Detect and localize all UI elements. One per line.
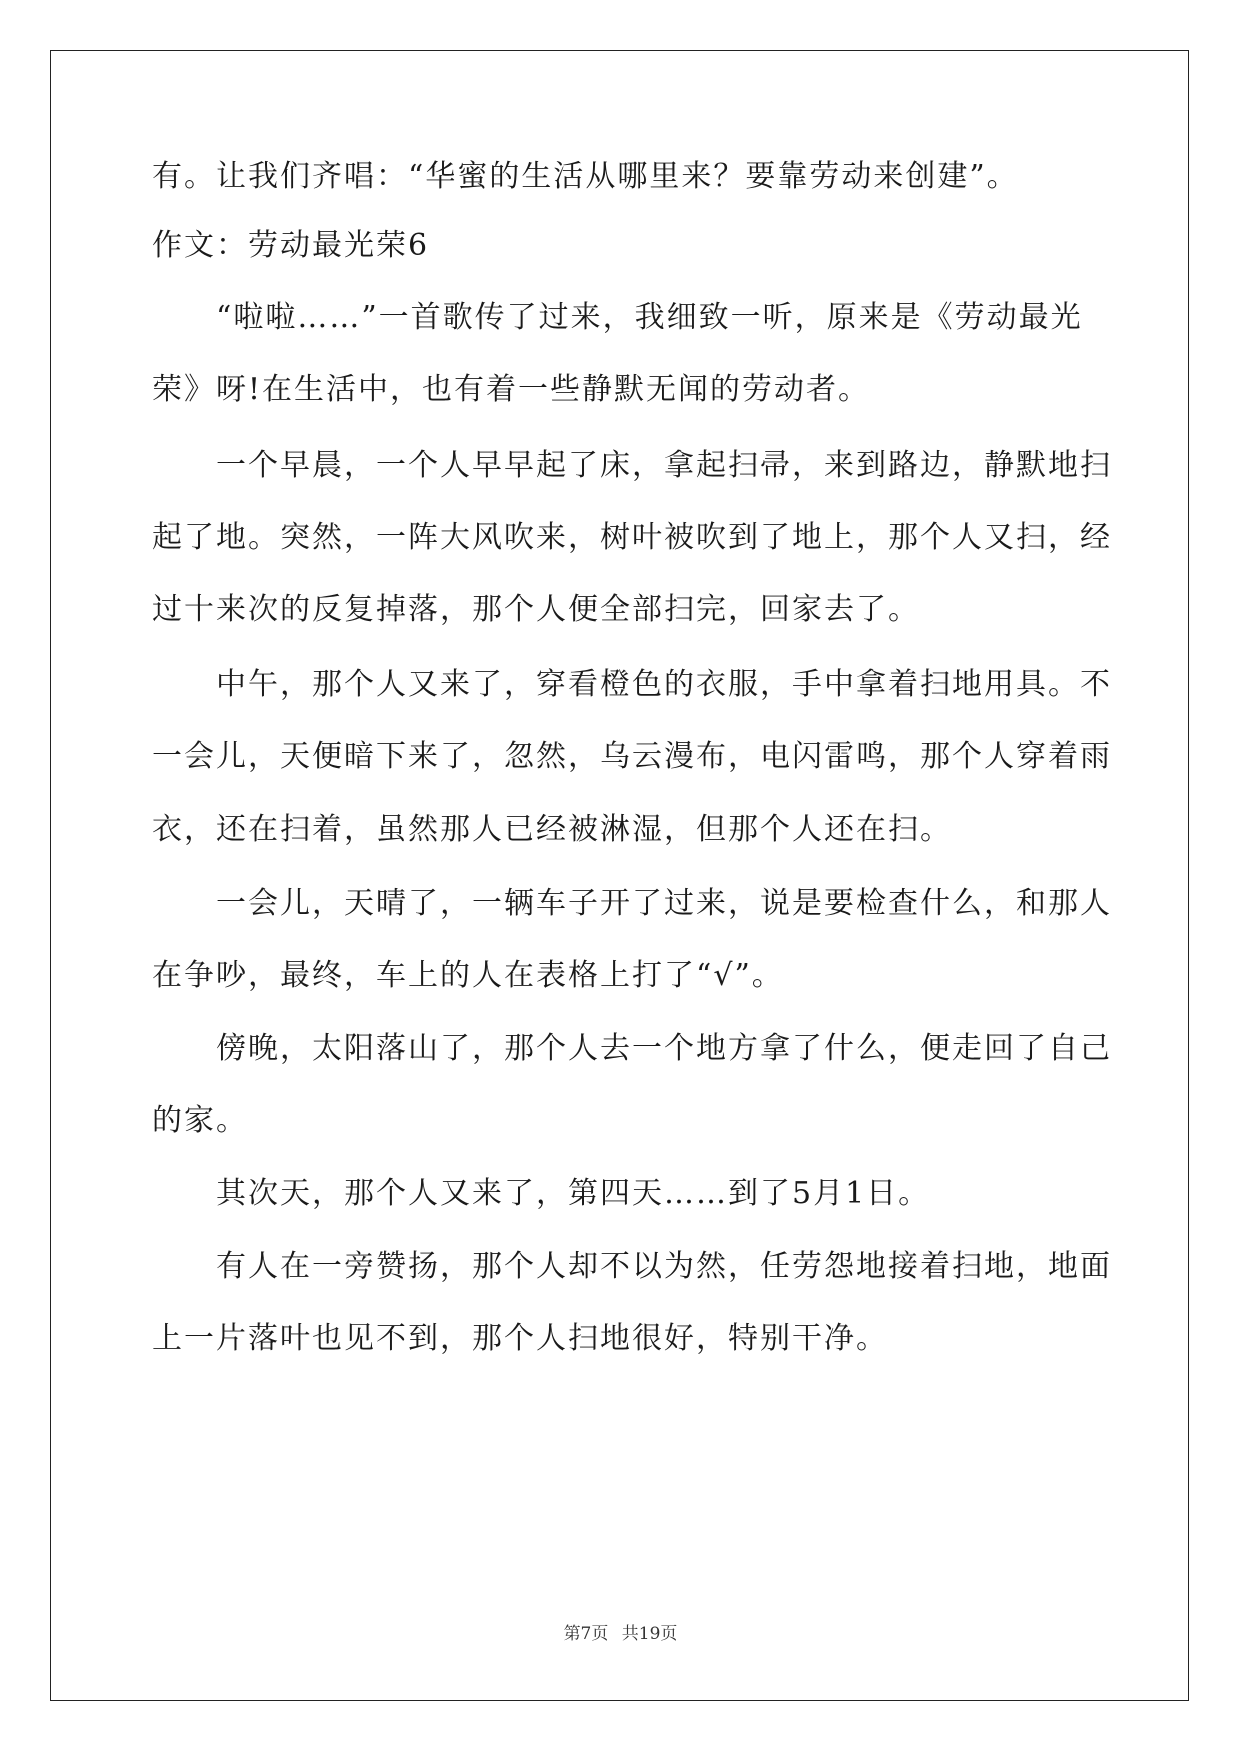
- text-line: 衣，还在扫着，虽然那人已经被淋湿，但那个人还在扫。: [152, 812, 952, 847]
- text-line: 一会儿，天便暗下来了，忽然，乌云漫布，电闪雷鸣，那个人穿着雨: [152, 739, 1112, 774]
- text-line: 起了地。突然，一阵大风吹来，树叶被吹到了地上，那个人又扫，经: [152, 520, 1112, 555]
- text-line: 有。让我们齐唱：“华蜜的生活从哪里来？要靠劳动来创建”。: [152, 159, 1019, 194]
- page-footer: [0, 1622, 1241, 1646]
- text-line: 在争吵，最终，车上的人在表格上打了“√”。: [152, 958, 784, 993]
- text-line: 荣》呀!在生活中，也有着一些静默无闻的劳动者。: [152, 372, 871, 407]
- text-line: “啦啦……”一首歌传了过来，我细致一听，原来是《劳动最光: [216, 300, 1083, 335]
- text-line: 过十来次的反复掉落，那个人便全部扫完，回家去了。: [152, 592, 920, 627]
- essay-title: 作文：劳动最光荣6: [152, 228, 430, 263]
- text-line: 其次天，那个人又来了，第四天……到了5月1日。: [216, 1176, 931, 1211]
- text-line: 有人在一旁赞扬，那个人却不以为然，任劳怨地接着扫地，地面: [216, 1249, 1112, 1284]
- page-total: 共19页: [621, 1624, 678, 1644]
- text-line: 一会儿，天晴了，一辆车子开了过来，说是要检查什么，和那人: [216, 886, 1112, 921]
- page-number: 第7页: [563, 1624, 609, 1644]
- text-line: 中午，那个人又来了，穿看橙色的衣服，手中拿着扫地用具。不: [216, 667, 1112, 702]
- text-line: 一个早晨，一个人早早起了床，拿起扫帚，来到路边，静默地扫: [216, 448, 1112, 483]
- text-line: 的家。: [152, 1103, 248, 1138]
- text-line: 傍晚，太阳落山了，那个人去一个地方拿了什么，便走回了自己: [216, 1031, 1112, 1066]
- text-line: 上一片落叶也见不到，那个人扫地很好，特别干净。: [152, 1321, 888, 1356]
